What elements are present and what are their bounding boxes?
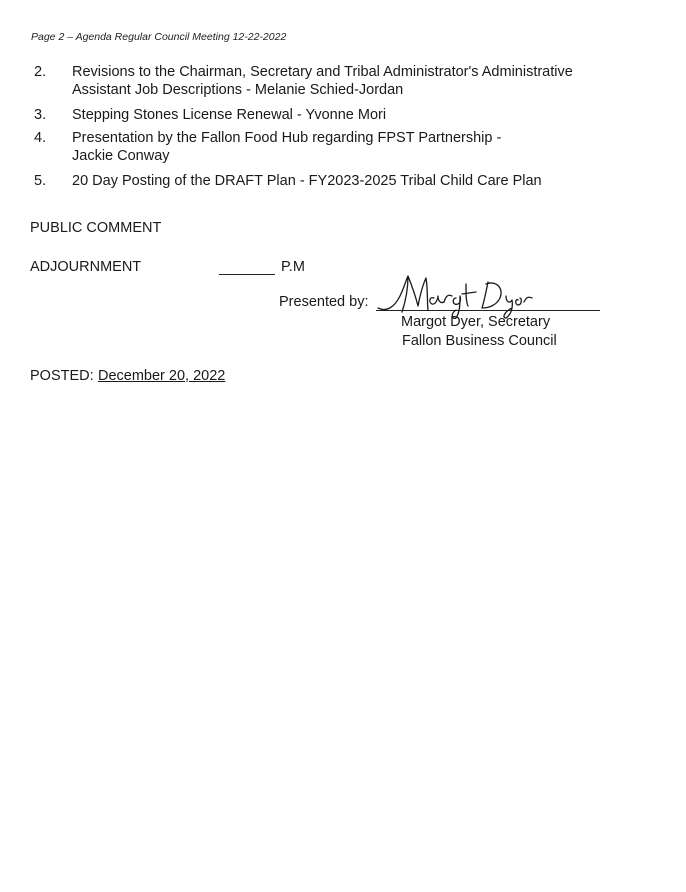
signer-name-title: Margot Dyer, Secretary xyxy=(401,314,551,330)
agenda-item-number: 2. xyxy=(34,64,47,80)
agenda-item-line: Jackie Conway xyxy=(72,148,170,164)
adjournment-heading: ADJOURNMENT xyxy=(30,259,142,275)
agenda-item-line: Assistant Job Descriptions - Melanie Schied-Jordan xyxy=(72,82,404,98)
public-comment-heading: PUBLIC COMMENT xyxy=(30,220,162,236)
handwritten-signature xyxy=(372,268,542,320)
agenda-item-line: Presentation by the Fallon Food Hub regarding FPST Partnership - xyxy=(72,130,502,146)
agenda-item-line: Stepping Stones License Renewal - Yvonne Mori xyxy=(72,107,387,123)
agenda-item-line: 20 Day Posting of the DRAFT Plan - FY2023-2025 Tribal Child Care Plan xyxy=(72,173,542,189)
adjournment-time-blank xyxy=(219,274,275,275)
signer-organization: Fallon Business Council xyxy=(402,333,557,349)
agenda-item-text xyxy=(72,129,632,165)
adjournment-pm-label: P.M xyxy=(281,259,305,275)
presented-by-label: Presented by: xyxy=(279,294,369,310)
posted-label: POSTED: xyxy=(30,368,94,384)
agenda-item-text xyxy=(72,63,632,99)
agenda-item-line: Revisions to the Chairman, Secretary and Tribal Administrator's Administrative xyxy=(72,64,573,80)
agenda-item-text xyxy=(72,172,632,190)
agenda-item-number: 5. xyxy=(34,173,47,189)
agenda-item-text xyxy=(72,106,632,124)
agenda-item-number: 3. xyxy=(34,107,47,123)
posted-date: December 20, 2022 xyxy=(98,368,226,384)
agenda-item-number: 4. xyxy=(34,130,47,146)
page-header: Page 2 – Agenda Regular Council Meeting 12-22-2022 xyxy=(31,31,287,43)
